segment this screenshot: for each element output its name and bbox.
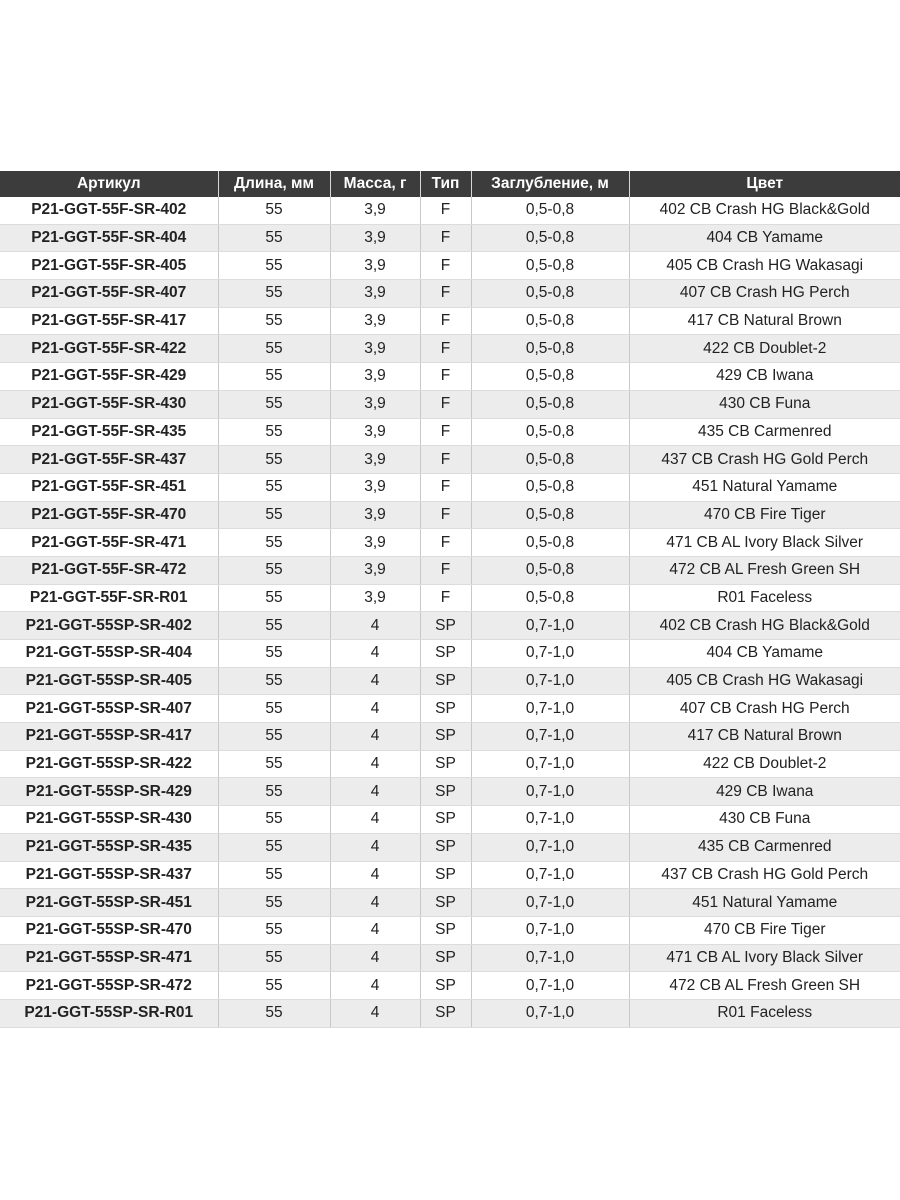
cell-length: 55 bbox=[218, 473, 330, 501]
table-row bbox=[0, 695, 900, 723]
cell-sku: P21-GGT-55F-SR-435 bbox=[0, 418, 218, 446]
cell-sku: P21-GGT-55F-SR-471 bbox=[0, 529, 218, 557]
cell-sku: P21-GGT-55F-SR-437 bbox=[0, 446, 218, 474]
cell-sku: P21-GGT-55SP-SR-R01 bbox=[0, 999, 218, 1027]
cell-type: SP bbox=[420, 750, 471, 778]
cell-type: F bbox=[420, 584, 471, 612]
cell-weight: 3,9 bbox=[330, 335, 420, 363]
cell-sku: P21-GGT-55SP-SR-472 bbox=[0, 972, 218, 1000]
cell-weight: 4 bbox=[330, 861, 420, 889]
cell-color: 471 CB AL Ivory Black Silver bbox=[629, 529, 900, 557]
cell-depth: 0,5-0,8 bbox=[471, 363, 629, 391]
table-row bbox=[0, 612, 900, 640]
cell-color: 472 CB AL Fresh Green SH bbox=[629, 972, 900, 1000]
cell-type: SP bbox=[420, 889, 471, 917]
table-row bbox=[0, 861, 900, 889]
cell-color: 422 CB Doublet-2 bbox=[629, 335, 900, 363]
cell-color: 402 CB Crash HG Black&Gold bbox=[629, 612, 900, 640]
cell-length: 55 bbox=[218, 556, 330, 584]
table-row bbox=[0, 446, 900, 474]
cell-color: 422 CB Doublet-2 bbox=[629, 750, 900, 778]
cell-depth: 0,7-1,0 bbox=[471, 806, 629, 834]
cell-weight: 3,9 bbox=[330, 252, 420, 280]
cell-depth: 0,5-0,8 bbox=[471, 584, 629, 612]
cell-type: SP bbox=[420, 916, 471, 944]
cell-type: F bbox=[420, 224, 471, 252]
cell-weight: 4 bbox=[330, 695, 420, 723]
cell-weight: 4 bbox=[330, 999, 420, 1027]
table-row bbox=[0, 584, 900, 612]
header-weight: Масса, г bbox=[330, 171, 420, 197]
table-row bbox=[0, 418, 900, 446]
table-row bbox=[0, 197, 900, 224]
cell-color: 405 CB Crash HG Wakasagi bbox=[629, 252, 900, 280]
cell-weight: 4 bbox=[330, 612, 420, 640]
cell-length: 55 bbox=[218, 335, 330, 363]
cell-weight: 4 bbox=[330, 972, 420, 1000]
cell-type: F bbox=[420, 197, 471, 224]
cell-length: 55 bbox=[218, 695, 330, 723]
table-row bbox=[0, 778, 900, 806]
cell-depth: 0,5-0,8 bbox=[471, 501, 629, 529]
table-row bbox=[0, 390, 900, 418]
cell-weight: 4 bbox=[330, 778, 420, 806]
table-row bbox=[0, 556, 900, 584]
cell-sku: P21-GGT-55SP-SR-435 bbox=[0, 833, 218, 861]
cell-length: 55 bbox=[218, 280, 330, 308]
cell-weight: 3,9 bbox=[330, 418, 420, 446]
cell-sku: P21-GGT-55F-SR-404 bbox=[0, 224, 218, 252]
cell-type: F bbox=[420, 556, 471, 584]
cell-depth: 0,7-1,0 bbox=[471, 861, 629, 889]
cell-depth: 0,5-0,8 bbox=[471, 390, 629, 418]
cell-color: 435 CB Carmenred bbox=[629, 418, 900, 446]
cell-weight: 3,9 bbox=[330, 529, 420, 557]
cell-length: 55 bbox=[218, 529, 330, 557]
cell-depth: 0,5-0,8 bbox=[471, 556, 629, 584]
cell-depth: 0,7-1,0 bbox=[471, 999, 629, 1027]
cell-weight: 4 bbox=[330, 944, 420, 972]
cell-depth: 0,5-0,8 bbox=[471, 446, 629, 474]
cell-length: 55 bbox=[218, 833, 330, 861]
cell-sku: P21-GGT-55F-SR-R01 bbox=[0, 584, 218, 612]
cell-color: 472 CB AL Fresh Green SH bbox=[629, 556, 900, 584]
cell-type: SP bbox=[420, 695, 471, 723]
cell-type: F bbox=[420, 390, 471, 418]
cell-length: 55 bbox=[218, 197, 330, 224]
cell-sku: P21-GGT-55F-SR-472 bbox=[0, 556, 218, 584]
cell-color: 402 CB Crash HG Black&Gold bbox=[629, 197, 900, 224]
cell-color: 417 CB Natural Brown bbox=[629, 307, 900, 335]
header-length: Длина, мм bbox=[218, 171, 330, 197]
cell-sku: P21-GGT-55SP-SR-471 bbox=[0, 944, 218, 972]
cell-depth: 0,7-1,0 bbox=[471, 972, 629, 1000]
cell-weight: 4 bbox=[330, 833, 420, 861]
cell-type: SP bbox=[420, 806, 471, 834]
cell-weight: 3,9 bbox=[330, 363, 420, 391]
cell-type: F bbox=[420, 363, 471, 391]
table-row bbox=[0, 363, 900, 391]
cell-length: 55 bbox=[218, 252, 330, 280]
cell-sku: P21-GGT-55SP-SR-407 bbox=[0, 695, 218, 723]
cell-depth: 0,7-1,0 bbox=[471, 944, 629, 972]
cell-weight: 3,9 bbox=[330, 501, 420, 529]
cell-length: 55 bbox=[218, 944, 330, 972]
cell-sku: P21-GGT-55SP-SR-437 bbox=[0, 861, 218, 889]
cell-sku: P21-GGT-55F-SR-470 bbox=[0, 501, 218, 529]
cell-color: 417 CB Natural Brown bbox=[629, 723, 900, 751]
cell-weight: 3,9 bbox=[330, 556, 420, 584]
cell-type: F bbox=[420, 529, 471, 557]
table-row bbox=[0, 640, 900, 668]
cell-sku: P21-GGT-55SP-SR-405 bbox=[0, 667, 218, 695]
cell-weight: 3,9 bbox=[330, 446, 420, 474]
cell-weight: 4 bbox=[330, 723, 420, 751]
header-color: Цвет bbox=[629, 171, 900, 197]
cell-sku: P21-GGT-55SP-SR-417 bbox=[0, 723, 218, 751]
cell-weight: 4 bbox=[330, 806, 420, 834]
cell-color: 471 CB AL Ivory Black Silver bbox=[629, 944, 900, 972]
cell-depth: 0,7-1,0 bbox=[471, 640, 629, 668]
table-row bbox=[0, 916, 900, 944]
table-row bbox=[0, 501, 900, 529]
cell-sku: P21-GGT-55F-SR-417 bbox=[0, 307, 218, 335]
cell-sku: P21-GGT-55SP-SR-430 bbox=[0, 806, 218, 834]
cell-color: 404 CB Yamame bbox=[629, 640, 900, 668]
cell-length: 55 bbox=[218, 972, 330, 1000]
cell-color: 407 CB Crash HG Perch bbox=[629, 695, 900, 723]
cell-weight: 4 bbox=[330, 750, 420, 778]
cell-depth: 0,7-1,0 bbox=[471, 723, 629, 751]
cell-type: SP bbox=[420, 723, 471, 751]
cell-depth: 0,5-0,8 bbox=[471, 252, 629, 280]
cell-color: 451 Natural Yamame bbox=[629, 473, 900, 501]
cell-color: 429 CB Iwana bbox=[629, 778, 900, 806]
cell-length: 55 bbox=[218, 584, 330, 612]
cell-length: 55 bbox=[218, 446, 330, 474]
cell-weight: 4 bbox=[330, 889, 420, 917]
cell-weight: 4 bbox=[330, 640, 420, 668]
cell-weight: 3,9 bbox=[330, 584, 420, 612]
cell-color: 435 CB Carmenred bbox=[629, 833, 900, 861]
table-row bbox=[0, 944, 900, 972]
cell-depth: 0,7-1,0 bbox=[471, 778, 629, 806]
cell-length: 55 bbox=[218, 889, 330, 917]
table-body bbox=[0, 197, 900, 1027]
cell-type: SP bbox=[420, 999, 471, 1027]
cell-length: 55 bbox=[218, 363, 330, 391]
cell-sku: P21-GGT-55SP-SR-402 bbox=[0, 612, 218, 640]
table-row bbox=[0, 529, 900, 557]
cell-depth: 0,5-0,8 bbox=[471, 307, 629, 335]
cell-length: 55 bbox=[218, 307, 330, 335]
cell-color: R01 Faceless bbox=[629, 584, 900, 612]
cell-sku: P21-GGT-55SP-SR-470 bbox=[0, 916, 218, 944]
cell-weight: 4 bbox=[330, 916, 420, 944]
cell-length: 55 bbox=[218, 861, 330, 889]
cell-type: SP bbox=[420, 944, 471, 972]
cell-type: F bbox=[420, 252, 471, 280]
table-row bbox=[0, 252, 900, 280]
cell-color: 451 Natural Yamame bbox=[629, 889, 900, 917]
header-type: Тип bbox=[420, 171, 471, 197]
cell-type: SP bbox=[420, 778, 471, 806]
cell-type: F bbox=[420, 418, 471, 446]
table-row bbox=[0, 224, 900, 252]
cell-length: 55 bbox=[218, 723, 330, 751]
cell-depth: 0,7-1,0 bbox=[471, 833, 629, 861]
cell-sku: P21-GGT-55F-SR-405 bbox=[0, 252, 218, 280]
cell-color: 405 CB Crash HG Wakasagi bbox=[629, 667, 900, 695]
cell-depth: 0,5-0,8 bbox=[471, 529, 629, 557]
cell-depth: 0,5-0,8 bbox=[471, 197, 629, 224]
cell-sku: P21-GGT-55F-SR-422 bbox=[0, 335, 218, 363]
header-depth: Заглубление, м bbox=[471, 171, 629, 197]
cell-type: SP bbox=[420, 833, 471, 861]
cell-depth: 0,5-0,8 bbox=[471, 418, 629, 446]
cell-depth: 0,7-1,0 bbox=[471, 889, 629, 917]
cell-color: 470 CB Fire Tiger bbox=[629, 916, 900, 944]
cell-color: 404 CB Yamame bbox=[629, 224, 900, 252]
cell-length: 55 bbox=[218, 806, 330, 834]
table-row bbox=[0, 999, 900, 1027]
table-row bbox=[0, 889, 900, 917]
table-row bbox=[0, 750, 900, 778]
cell-color: 437 CB Crash HG Gold Perch bbox=[629, 861, 900, 889]
cell-length: 55 bbox=[218, 916, 330, 944]
cell-type: SP bbox=[420, 861, 471, 889]
cell-type: SP bbox=[420, 640, 471, 668]
cell-sku: P21-GGT-55SP-SR-429 bbox=[0, 778, 218, 806]
cell-weight: 3,9 bbox=[330, 473, 420, 501]
cell-length: 55 bbox=[218, 640, 330, 668]
cell-depth: 0,7-1,0 bbox=[471, 916, 629, 944]
cell-color: 437 CB Crash HG Gold Perch bbox=[629, 446, 900, 474]
cell-depth: 0,7-1,0 bbox=[471, 695, 629, 723]
cell-type: F bbox=[420, 280, 471, 308]
cell-length: 55 bbox=[218, 667, 330, 695]
cell-sku: P21-GGT-55SP-SR-422 bbox=[0, 750, 218, 778]
cell-length: 55 bbox=[218, 418, 330, 446]
cell-type: F bbox=[420, 473, 471, 501]
table-row bbox=[0, 335, 900, 363]
cell-weight: 3,9 bbox=[330, 307, 420, 335]
cell-length: 55 bbox=[218, 778, 330, 806]
spec-table bbox=[0, 171, 900, 1028]
cell-depth: 0,5-0,8 bbox=[471, 224, 629, 252]
cell-color: 429 CB Iwana bbox=[629, 363, 900, 391]
table-row bbox=[0, 667, 900, 695]
cell-depth: 0,7-1,0 bbox=[471, 750, 629, 778]
cell-sku: P21-GGT-55SP-SR-404 bbox=[0, 640, 218, 668]
table-row bbox=[0, 806, 900, 834]
header-sku: Артикул bbox=[0, 171, 218, 197]
cell-length: 55 bbox=[218, 501, 330, 529]
cell-depth: 0,7-1,0 bbox=[471, 612, 629, 640]
cell-type: SP bbox=[420, 972, 471, 1000]
cell-sku: P21-GGT-55SP-SR-451 bbox=[0, 889, 218, 917]
cell-color: 470 CB Fire Tiger bbox=[629, 501, 900, 529]
cell-type: SP bbox=[420, 667, 471, 695]
table-row bbox=[0, 473, 900, 501]
cell-length: 55 bbox=[218, 999, 330, 1027]
cell-type: F bbox=[420, 307, 471, 335]
table-row bbox=[0, 723, 900, 751]
cell-depth: 0,5-0,8 bbox=[471, 335, 629, 363]
cell-weight: 3,9 bbox=[330, 390, 420, 418]
header-row bbox=[0, 171, 900, 197]
cell-sku: P21-GGT-55F-SR-407 bbox=[0, 280, 218, 308]
table-row bbox=[0, 972, 900, 1000]
cell-weight: 3,9 bbox=[330, 280, 420, 308]
cell-type: SP bbox=[420, 612, 471, 640]
cell-color: 407 CB Crash HG Perch bbox=[629, 280, 900, 308]
cell-depth: 0,7-1,0 bbox=[471, 667, 629, 695]
cell-length: 55 bbox=[218, 612, 330, 640]
cell-length: 55 bbox=[218, 224, 330, 252]
table-row bbox=[0, 307, 900, 335]
cell-sku: P21-GGT-55F-SR-430 bbox=[0, 390, 218, 418]
cell-type: F bbox=[420, 501, 471, 529]
table-row bbox=[0, 833, 900, 861]
cell-depth: 0,5-0,8 bbox=[471, 280, 629, 308]
cell-length: 55 bbox=[218, 750, 330, 778]
cell-sku: P21-GGT-55F-SR-429 bbox=[0, 363, 218, 391]
cell-sku: P21-GGT-55F-SR-402 bbox=[0, 197, 218, 224]
cell-weight: 4 bbox=[330, 667, 420, 695]
cell-sku: P21-GGT-55F-SR-451 bbox=[0, 473, 218, 501]
cell-weight: 3,9 bbox=[330, 197, 420, 224]
cell-color: 430 CB Funa bbox=[629, 390, 900, 418]
cell-color: R01 Faceless bbox=[629, 999, 900, 1027]
cell-length: 55 bbox=[218, 390, 330, 418]
cell-depth: 0,5-0,8 bbox=[471, 473, 629, 501]
cell-color: 430 CB Funa bbox=[629, 806, 900, 834]
table-header bbox=[0, 171, 900, 197]
table-row bbox=[0, 280, 900, 308]
cell-weight: 3,9 bbox=[330, 224, 420, 252]
cell-type: F bbox=[420, 446, 471, 474]
cell-type: F bbox=[420, 335, 471, 363]
